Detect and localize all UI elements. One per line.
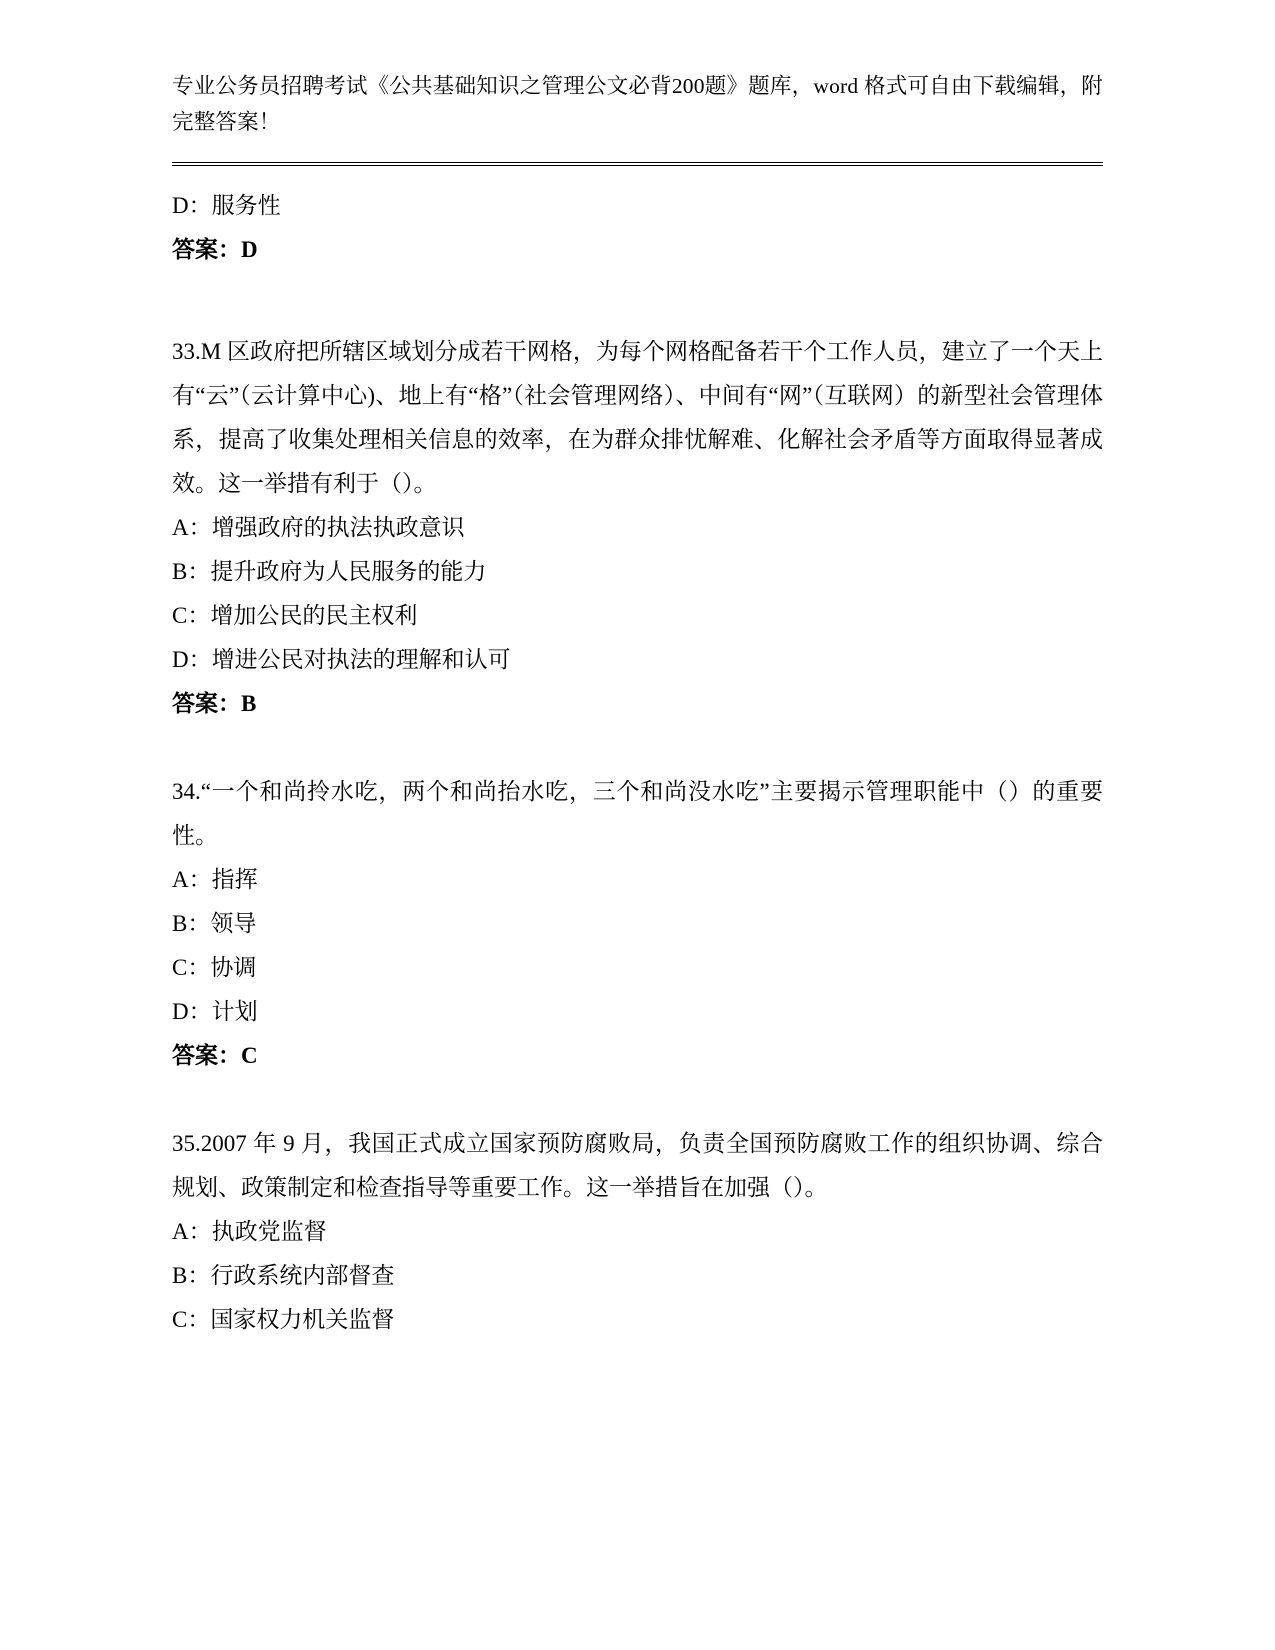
- option-a: A：指挥: [172, 867, 258, 892]
- answer-line: 答案：B: [172, 691, 257, 716]
- option-d: D：增进公民对执法的理解和认可: [172, 647, 511, 672]
- question-stem: 35.2007 年 9 月，我国正式成立国家预防腐败局，负责全国预防腐败工作的组织协调、综合规划、政策制定和检查指导等重要工作。这一举措旨在加强（）。: [172, 1131, 1103, 1200]
- question-stem: 34.“一个和尚拎水吃，两个和尚抬水吃，三个和尚没水吃”主要揭示管理职能中（）的重要性。: [172, 779, 1103, 848]
- option-c: C：增加公民的民主权利: [172, 603, 418, 628]
- option-d: D：服务性: [172, 193, 281, 218]
- question-35: [172, 1122, 1103, 1342]
- option-b: B：行政系统内部督查: [172, 1263, 395, 1288]
- option-c: C：国家权力机关监督: [172, 1307, 395, 1332]
- answer-line: 答案：C: [172, 1043, 258, 1068]
- question-33: [172, 330, 1103, 726]
- option-b: B：提升政府为人民服务的能力: [172, 559, 487, 584]
- document-body: [172, 184, 1103, 1342]
- option-c: C：协调: [172, 955, 257, 980]
- question-34: [172, 770, 1103, 1078]
- question-stem: 33.M 区政府把所辖区域划分成若干网格，为每个网格配备若干个工作人员，建立了一个天上有“云”（云计算中心)、地上有“格”（社会管理网络）、中间有“网”（互联网）的新型社会管理体系，提高了收集处理相关信息的效率，在为群众排忧解难、化解社会矛盾等方面取得显著成效。这一举措有利于（）。: [172, 339, 1103, 496]
- page-header: 专业公务员招聘考试《公共基础知识之管理公文必背200题》题库，word 格式可自由下载编辑，附完整答案！: [172, 74, 1103, 134]
- option-d: D：计划: [172, 999, 258, 1024]
- option-a: A：增强政府的执法执政意识: [172, 515, 465, 540]
- option-a: A：执政党监督: [172, 1219, 327, 1244]
- option-b: B：领导: [172, 911, 257, 936]
- header-divider: [172, 162, 1103, 166]
- carryover-block: [172, 184, 1103, 272]
- answer-line: 答案：D: [172, 237, 258, 262]
